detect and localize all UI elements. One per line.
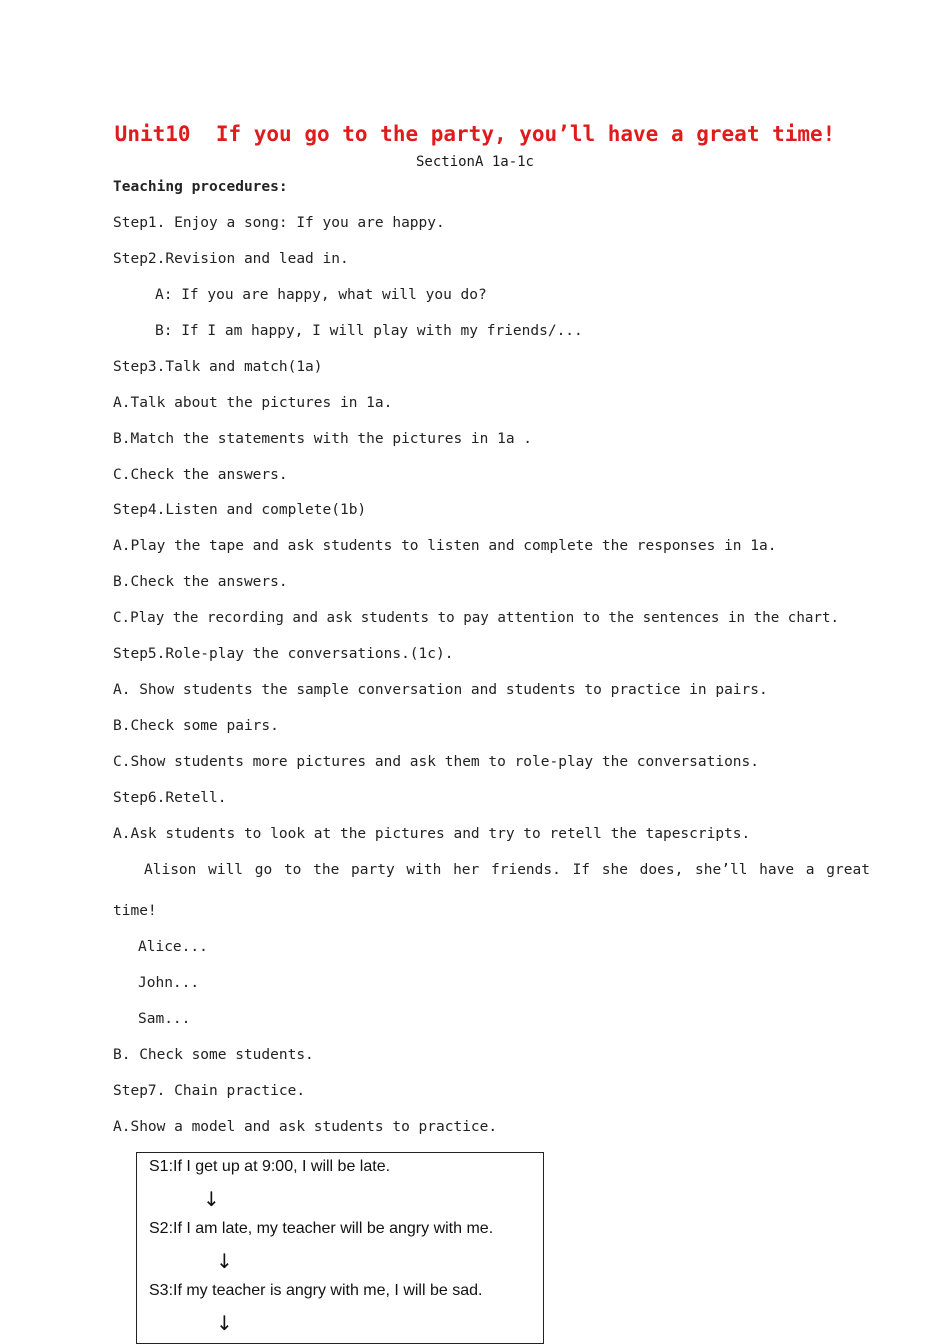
step-line: Step2.Revision and lead in. bbox=[113, 251, 349, 267]
substep-line: C.Check the answers. bbox=[113, 467, 288, 483]
step-line: Step7. Chain practice. bbox=[113, 1083, 306, 1099]
step-line: Step3.Talk and match(1a) bbox=[113, 359, 323, 375]
retell-paragraph-line: time! bbox=[113, 903, 157, 919]
chain-practice-box bbox=[136, 1152, 544, 1344]
substep-line: B.Check some pairs. bbox=[113, 718, 279, 734]
substep-line: C.Show students more pictures and ask them to role-play the conversations. bbox=[113, 754, 760, 770]
chain-sentence-s2: S2:If I am late, my teacher will be angry with me. bbox=[149, 1220, 494, 1237]
substep-line: B. Check some students. bbox=[113, 1047, 314, 1063]
dialog-line: B: If I am happy, I will play with my friends/... bbox=[155, 323, 583, 339]
step-line: Step6.Retell. bbox=[113, 790, 227, 806]
substep-line: C.Play the recording and ask students to pay attention to the sentences in the chart. bbox=[113, 610, 840, 626]
chain-sentence-s3: S3:If my teacher is angry with me, I will be sad. bbox=[149, 1282, 483, 1299]
dialog-line: A: If you are happy, what will you do? bbox=[155, 287, 487, 303]
step-line: Step4.Listen and complete(1b) bbox=[113, 502, 367, 518]
substep-line: B.Check the answers. bbox=[113, 574, 288, 590]
retell-name-line: John... bbox=[138, 975, 200, 991]
substep-line: A.Ask students to look at the pictures and try to retell the tapescripts. bbox=[113, 826, 751, 842]
page-subtitle: SectionA 1a-1c bbox=[415, 154, 534, 170]
substep-line: A.Play the tape and ask students to listen and complete the responses in 1a. bbox=[113, 538, 777, 554]
page-title: Unit10 If you go to the party, you’ll have a great time! bbox=[114, 122, 836, 146]
retell-name-line: Sam... bbox=[138, 1011, 191, 1027]
step-line: Step1. Enjoy a song: If you are happy. bbox=[113, 215, 445, 231]
substep-line: A.Talk about the pictures in 1a. bbox=[113, 395, 393, 411]
retell-paragraph-line: Alison will go to the party with her friends. If she does, she’ll have a great bbox=[144, 862, 870, 878]
substep-line: A.Show a model and ask students to practice. bbox=[113, 1119, 498, 1135]
chain-sentence-s1: S1:If I get up at 9:00, I will be late. bbox=[149, 1158, 391, 1175]
substep-line: B.Match the statements with the pictures in 1a . bbox=[113, 431, 533, 447]
substep-line: A. Show students the sample conversation and students to practice in pairs. bbox=[113, 682, 768, 698]
down-arrow-icon: ↓ bbox=[203, 1187, 220, 1211]
down-arrow-icon: ↓ bbox=[216, 1249, 233, 1273]
section-heading: Teaching procedures: bbox=[113, 179, 288, 195]
step-line: Step5.Role-play the conversations.(1c). bbox=[113, 646, 454, 662]
down-arrow-icon: ↓ bbox=[216, 1311, 233, 1335]
retell-name-line: Alice... bbox=[138, 939, 208, 955]
